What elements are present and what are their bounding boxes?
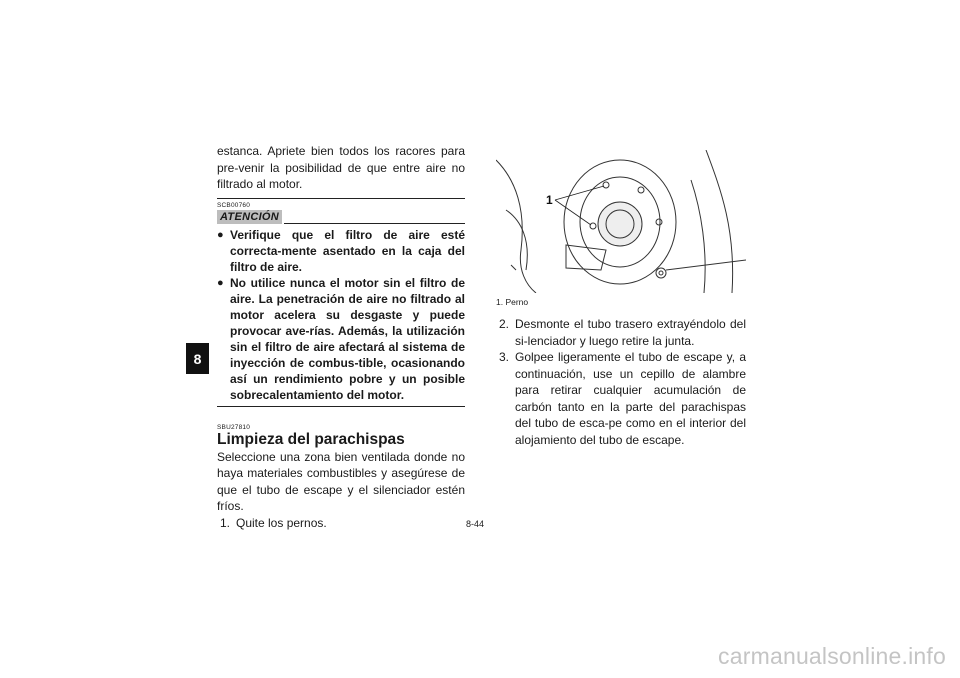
step-item: 3. Golpee ligeramente el tubo de escape y, a continuación, use un cepillo de alambre para retirar cualquier acumulación de carbón tanto en la parte del parachispas del tubo de esca-pe como en el interior del alojamiento del tubo de escape. — [499, 350, 746, 447]
notice-bottom-rule — [217, 406, 465, 407]
section-code: SBU27810 — [217, 423, 251, 431]
bullet-dot-icon: ● — [217, 228, 224, 241]
page-number: 8-44 — [466, 519, 485, 529]
right-column — [496, 297, 746, 448]
left-steps — [217, 515, 465, 532]
watermark: carmanualsonline.info — [718, 643, 946, 669]
left-column — [217, 143, 465, 531]
step-item: 1. Quite los pernos. — [220, 515, 327, 530]
notice-code: SCB00760 — [217, 201, 251, 209]
notice-header-line — [284, 223, 465, 224]
figure-callout-label: 1 — [546, 193, 553, 207]
notice-bullet: ● No utilice nunca el motor sin el filtro de aire. La penetración de aire no filtrado al motor acelera su desgaste y puede provocar ave-rías. Además, la utilización sin el filtro de aire afectará al sistema de inyección de combus-tible, ocasionando así un rendimiento pobre y un posible sobrecalentamiento del motor. — [217, 275, 465, 402]
notice-top-rule — [217, 198, 465, 199]
notice-bullet: ● Verifique que el filtro de aire esté correcta-mente asentado en la caja del filtro de aire. — [217, 227, 465, 274]
bullet-dot-icon: ● — [217, 276, 224, 289]
chapter-tab: 8 — [186, 343, 209, 374]
section-body: Seleccione una zona bien ventilada donde no haya materiales combustibles y asegúrese de que el tubo de escape y el silenciador estén fríos. — [217, 449, 465, 513]
intro-paragraph: estanca. Apriete bien todos los racores para pre-venir la posibilidad de que entre aire no filtrado al motor. — [217, 144, 465, 191]
section-title: Limpieza del parachispas — [217, 430, 405, 448]
right-steps — [496, 316, 746, 448]
notice-label: ATENCIÓN — [217, 210, 282, 224]
notice-bullets — [217, 227, 465, 403]
spark-arrester-figure — [496, 150, 746, 293]
notice-header — [217, 210, 465, 224]
figure-caption: 1. Perno — [496, 297, 529, 307]
step-item: 2. Desmonte el tubo trasero extrayéndolo del si-lenciador y luego retire la junta. — [499, 317, 746, 348]
